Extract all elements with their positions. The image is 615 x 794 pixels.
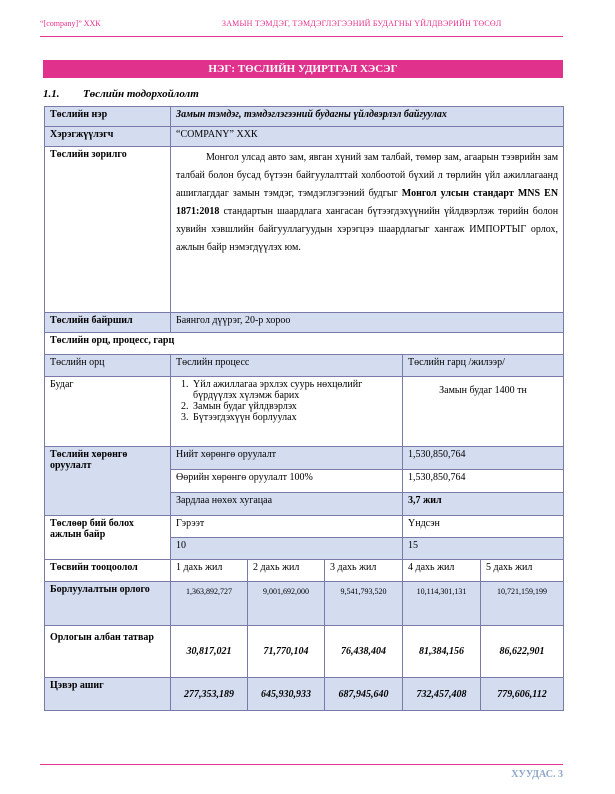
io-output-header: Төслийн гарц /жилээр/: [403, 355, 564, 377]
goal-text-1: Монгол улсад авто зам, явган хүний зам талбай, төмөр зам, агаарын тээврийн зам талбай болон бусад бүтээн байгуулалттай холбоотой бүхий л төрлийн үйл ажиллагаанд ашиглагддаг замын тэмдэг, тэмдэглэгээний будгыг: [176, 152, 559, 199]
jobs-main-value: 15: [403, 538, 564, 560]
tax-value: 71,770,104: [248, 626, 325, 678]
revenue-value: 9,541,793,520: [325, 582, 403, 626]
io-process-header: Төслийн процесс: [171, 355, 403, 377]
io-output-value: Замын будаг 1400 тн: [403, 377, 564, 447]
label-net-profit: Цэвэр ашиг: [45, 678, 171, 711]
jobs-contract-label: Гэрээт: [171, 516, 403, 538]
net-value: 732,457,408: [403, 678, 481, 711]
row-revenue: [45, 582, 564, 626]
io-input-header: Төслийн орц: [45, 355, 171, 377]
row-jobs-types: [45, 516, 564, 538]
process-item: 2. Замын будаг үйлдвэрлэх: [191, 401, 397, 412]
row-io-heading: [45, 333, 564, 355]
jobs-main-label: Үндсэн: [403, 516, 564, 538]
process-item: 3. Бүтээгдэхүүн борлуулах: [191, 412, 397, 423]
process-item: 1. Үйл ажиллагаа эрхлэх суурь нөхцөлийг бүрдүүлэх хүлэмж барих: [191, 379, 397, 401]
row-location: [45, 313, 564, 333]
subsection-heading: [43, 88, 199, 100]
row-io-headers: [45, 355, 564, 377]
row-executor: [45, 127, 564, 147]
io-input-value: Будаг: [45, 377, 171, 447]
year-header: 5 дахь жил: [481, 560, 564, 582]
revenue-value: 9,001,692,000: [248, 582, 325, 626]
row-project-goal: [45, 147, 564, 313]
value-location: Баянгол дүүрэг, 20-р хороо: [171, 313, 564, 333]
io-heading: Төслийн орц, процесс, гарц: [45, 333, 564, 355]
row-budget-years: [45, 560, 564, 582]
revenue-value: 10,114,301,131: [403, 582, 481, 626]
goal-standard: Монгол улсын стандарт MNS EN 1871:2018: [176, 188, 559, 217]
label-budget-calc: Төсвийн тооцоолол: [45, 560, 171, 582]
header-company: “[company]” ХХК: [40, 19, 101, 28]
page-number: ХУУДАС. 3: [511, 769, 563, 780]
row-income-tax: [45, 626, 564, 678]
year-header: 4 дахь жил: [403, 560, 481, 582]
footer-divider: [40, 764, 563, 765]
tax-value: 81,384,156: [403, 626, 481, 678]
io-process-value: [171, 377, 403, 447]
net-value: 277,353,189: [171, 678, 248, 711]
project-summary-table: [44, 106, 564, 711]
header-project-title: ЗАМЫН ТЭМДЭГ, ТЭМДЭГЛЭГЭЭНИЙ БУДАГНЫ ҮЙЛДВЭРИЙН ТӨСӨЛ: [222, 19, 502, 28]
label-jobs: Төслөөр бий болох ажлын байр: [45, 516, 171, 560]
net-value: 779,606,112: [481, 678, 564, 711]
label-revenue: Борлуулалтын орлого: [45, 582, 171, 626]
value-project-name: Замын тэмдэг, тэмдэглэгээний будагны үйлдвэрлэл байгуулах: [171, 107, 564, 127]
label-executor: Хэрэгжүүлэгч: [45, 127, 171, 147]
process-list: [176, 379, 397, 423]
tax-value: 76,438,404: [325, 626, 403, 678]
tax-value: 30,817,021: [171, 626, 248, 678]
revenue-value: 1,363,892,727: [171, 582, 248, 626]
label-income-tax: Орлогын албан татвар: [45, 626, 171, 678]
value-project-goal: [171, 147, 564, 313]
year-header: 3 дахь жил: [325, 560, 403, 582]
year-header: 1 дахь жил: [171, 560, 248, 582]
year-header: 2 дахь жил: [248, 560, 325, 582]
label-location: Төслийн байршил: [45, 313, 171, 333]
investment-total-label: Нийт хөрөнгө оруулалт: [171, 447, 403, 470]
row-investment-total: [45, 447, 564, 470]
revenue-value: 10,721,159,199: [481, 582, 564, 626]
label-investment: Төслийн хөрөнгө оруулалт: [45, 447, 171, 516]
investment-total-value: 1,530,850,764: [403, 447, 564, 470]
row-net-profit: [45, 678, 564, 711]
investment-own-label: Өөрийн хөрөнгө оруулалт 100%: [171, 470, 403, 493]
investment-own-value: 1,530,850,764: [403, 470, 564, 493]
header-divider: [40, 36, 563, 37]
subsection-number: 1.1.: [43, 88, 60, 100]
jobs-contract-value: 10: [171, 538, 403, 560]
tax-value: 86,622,901: [481, 626, 564, 678]
row-project-name: [45, 107, 564, 127]
label-project-goal: Төслийн зорилго: [45, 147, 171, 313]
payback-value: 3,7 жил: [403, 493, 564, 516]
row-io-values: [45, 377, 564, 447]
subsection-title: Төслийн тодорхойлолт: [83, 88, 199, 100]
net-value: 645,930,933: [248, 678, 325, 711]
value-executor: “COMPANY” ХХК: [171, 127, 564, 147]
net-value: 687,945,640: [325, 678, 403, 711]
payback-label: Зардлаа нөхөх хугацаа: [171, 493, 403, 516]
section-title: НЭГ: ТӨСЛИЙН УДИРТГАЛ ХЭСЭГ: [43, 60, 563, 78]
goal-text-2: стандартын шаардлага хангасан бүтээгдэхүүнийн үйлдвэрлэж төрийн болон хувийн хэвшлийн байгууллагуудын хэрэгцээ шаардлагыг хангаж ИМПОРТЫГ орлох, ажлын байр нэмэгдүүлэх юм.: [176, 206, 559, 253]
label-project-name: Төслийн нэр: [45, 107, 171, 127]
